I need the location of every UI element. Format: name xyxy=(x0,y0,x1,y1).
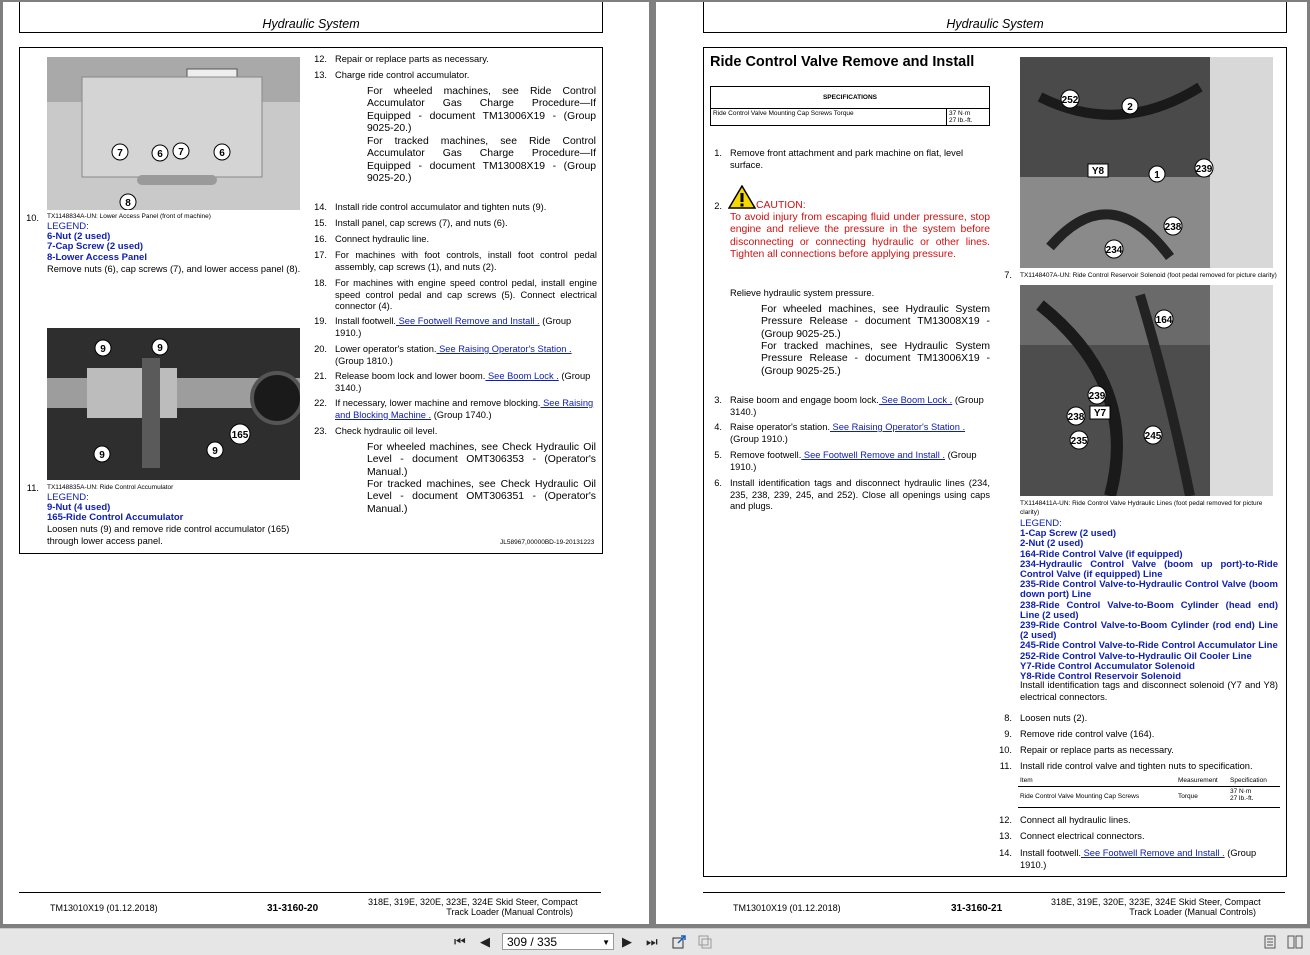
link-footwell[interactable]: See Footwell Remove and Install . xyxy=(395,316,540,326)
pdf-navigation-toolbar xyxy=(0,928,1310,955)
callout-fig3-252: 252 xyxy=(1061,95,1079,106)
torque-item: Ride Control Valve Mounting Cap Screws xyxy=(1020,793,1140,800)
callout-fig1-7a: 7 xyxy=(117,148,123,159)
step-number: 12. xyxy=(999,815,1012,825)
specifications-table xyxy=(710,86,990,126)
torque-header-item: Item xyxy=(1020,777,1033,784)
step-text: For machines with foot controls, install foot control pedal assembly, cap screws (1), and nuts (2). xyxy=(335,250,597,272)
torque-header-specification: Specification xyxy=(1230,777,1267,784)
step2-sub-wheeled: For wheeled machines, see Hydraulic System Pressure Release - document TM13008X19 - (Group 9025-25.) xyxy=(761,304,990,340)
legend-item: 252-Ride Control Valve-to-Hydraulic Oil Cooler Line xyxy=(1020,650,1252,662)
figure4-caption: TX1148411A-UN: Ride Control Valve Hydraulic Lines (foot pedal removed for picture clarity) xyxy=(1020,500,1263,516)
left-header-box xyxy=(19,2,603,33)
step-number: 23. xyxy=(314,426,327,436)
step-number: 6. xyxy=(714,478,722,488)
step-text: Loosen nuts (2). xyxy=(1020,713,1088,723)
step-number: 21. xyxy=(314,371,327,381)
step-number: 5. xyxy=(714,450,722,460)
step2-sub-tracked: For tracked machines, see Hydraulic System Pressure Release - document TM13006X19 - (Group 9025-25.) xyxy=(761,341,990,377)
left-page xyxy=(3,2,649,924)
callout-fig4-239: 239 xyxy=(1088,391,1106,402)
legend-title: LEGEND: xyxy=(1020,518,1062,529)
spec-heading: SPECIFICATIONS xyxy=(711,87,990,109)
step-text: Install footwell. See Footwell Remove and Install . (Group 1910.) xyxy=(335,316,572,338)
last-page-button[interactable]: ⏭ xyxy=(646,934,658,949)
callout-fig1-6a: 6 xyxy=(157,149,163,160)
right-page xyxy=(656,2,1307,924)
step-text: Repair or replace parts as necessary. xyxy=(335,54,489,64)
legend-item: 9-Nut (4 used) xyxy=(47,502,111,514)
torque-measurement: Torque xyxy=(1178,793,1198,800)
step-number: 1. xyxy=(714,148,722,158)
link-raising-blocking-machine[interactable]: See Raising and Blocking Machine . xyxy=(335,398,594,420)
figure-ride-control-reservoir-solenoid xyxy=(1020,57,1273,268)
spec-value: 37 N·m 27 lb.-ft. xyxy=(947,109,990,126)
step-number: 13. xyxy=(314,70,327,80)
right-header-title: Hydraulic System xyxy=(946,17,1044,31)
link-footwell[interactable]: See Footwell Remove and Install . xyxy=(1080,848,1225,858)
callout-fig3-239: 239 xyxy=(1195,164,1213,175)
step-number: 8. xyxy=(1004,713,1012,723)
step-number: 10. xyxy=(999,745,1012,755)
callout-fig1-8: 8 xyxy=(125,198,131,209)
legend-item: 1-Cap Screw (2 used) xyxy=(1020,528,1117,540)
link-raising-operator-station[interactable]: See Raising Operator's Station . xyxy=(436,344,572,354)
export-icon[interactable] xyxy=(671,934,687,950)
callout-fig2-9c: 9 xyxy=(99,450,105,461)
legend-item: 245-Ride Control Valve-to-Ride Control Accumulator Line xyxy=(1020,640,1278,652)
footer-manual-id: TM13010X19 (01.12.2018) xyxy=(733,903,841,913)
footer-rule xyxy=(703,892,1285,893)
link-footwell[interactable]: See Footwell Remove and Install . xyxy=(801,450,945,460)
section-title: Ride Control Valve Remove and Install xyxy=(710,54,975,70)
warning-triangle-icon xyxy=(728,185,756,209)
step-number: 12. xyxy=(314,54,327,64)
callout-fig4-y7: Y7 xyxy=(1093,408,1107,419)
figure2-caption: TX1148835A-UN: Ride Control Accumulator xyxy=(47,484,174,491)
legend-item: 235-Ride Control Valve-to-Hydraulic Control Valve (boom down port) Line xyxy=(1020,579,1278,601)
step-text: Install identification tags and disconnect hydraulic lines (234, 235, 238, 239, 245, and 252). Close all openings using caps and plugs. xyxy=(730,478,990,511)
callout-fig2-165: 165 xyxy=(231,430,249,441)
doc-id: JL58967,00000BD-19-20131223 xyxy=(500,539,595,546)
callout-fig2-9a: 9 xyxy=(100,344,106,355)
torque-spec: 37 N·m 27 lb.-ft. xyxy=(1230,788,1254,802)
step-text: Raise operator's station. See Raising Operator's Station . (Group 1910.) xyxy=(730,422,966,444)
legend-item: 164-Ride Control Valve (if equipped) xyxy=(1020,548,1183,560)
step-text: Lower operator's station. See Raising Operator's Station . (Group 1810.) xyxy=(335,344,572,366)
callout-fig2-9d: 9 xyxy=(212,446,218,457)
step23-sub-wheeled: For wheeled machines, see Check Hydraulic Oil Level - document OMT306353 - (Operator's Manual.) xyxy=(367,442,596,478)
step13-sub-wheeled: For wheeled machines, see Ride Control Accumulator Gas Charge Procedure—If Equipped - document TM13006X19 - (Group 9025-20.) xyxy=(367,86,596,135)
callout-fig4-238: 238 xyxy=(1067,412,1085,423)
footer-rule xyxy=(19,892,601,893)
step-text: Raise boom and engage boom lock. See Boom Lock . (Group 3140.) xyxy=(730,395,984,417)
torque-table xyxy=(1018,776,1280,808)
relieve-text: Relieve hydraulic system pressure. xyxy=(730,288,875,298)
step-number: 4. xyxy=(714,422,722,432)
step10-text: Remove nuts (6), cap screws (7), and lower access panel (8). xyxy=(47,264,301,274)
link-boom-lock[interactable]: See Boom Lock . xyxy=(485,371,559,381)
callout-fig2-9b: 9 xyxy=(157,343,163,354)
step-text: Remove front attachment and park machine on flat, level surface. xyxy=(730,148,964,170)
callout-fig4-164: 164 xyxy=(1155,315,1173,326)
footer-model: 318E, 319E, 320E, 323E, 324E Skid Steer, Compact Track Loader (Manual Controls) xyxy=(368,897,578,917)
step-number: 14. xyxy=(999,848,1012,858)
step-number: 15. xyxy=(314,218,327,228)
legend-item: 239-Ride Control Valve-to-Boom Cylinder (rod end) Line (2 used) xyxy=(1020,620,1278,642)
legend-item: Y7-Ride Control Accumulator Solenoid xyxy=(1020,660,1195,672)
callout-fig4-235: 235 xyxy=(1070,436,1088,447)
step-text: Connect electrical connectors. xyxy=(1020,831,1145,841)
figure-ride-control-valve-lines xyxy=(1020,285,1273,496)
step-text: Install panel, cap screws (7), and nuts (6). xyxy=(335,218,508,228)
link-boom-lock[interactable]: See Boom Lock . xyxy=(878,395,953,405)
step11-legend xyxy=(47,493,307,524)
two-page-view-icon[interactable] xyxy=(1287,935,1303,949)
callout-fig3-1: 1 xyxy=(1154,170,1160,181)
torque-header-measurement: Measurement xyxy=(1178,777,1218,784)
step23-sub-tracked: For tracked machines, see Check Hydraulic Oil Level - document OMT306351 - (Operator's Manual.) xyxy=(367,479,596,515)
callout-fig3-y8: Y8 xyxy=(1091,166,1105,177)
legend-item: 8-Lower Access Panel xyxy=(47,251,147,263)
callout-fig1-7b: 7 xyxy=(178,147,184,158)
figure1-caption: TX1148834A-UN: Lower Access Panel (front of machine) xyxy=(47,213,211,220)
previous-page-button[interactable]: ◀ xyxy=(480,934,490,949)
callout-fig4-245: 245 xyxy=(1144,431,1162,442)
legend-item: 234-Hydraulic Control Valve (boom up port)-to-Ride Control Valve (if equipped) Line xyxy=(1020,558,1278,581)
legend-item: 238-Ride Control Valve-to-Boom Cylinder (head end) Line (2 used) xyxy=(1020,599,1278,621)
right-header-box xyxy=(703,2,1287,33)
step10-legend xyxy=(47,222,307,263)
step-text: For machines with engine speed control pedal, install engine speed control pedal and cap screws (5). Connect electrical connector (4). xyxy=(335,278,597,311)
step-number: 3. xyxy=(714,395,722,405)
footer-manual-id: TM13010X19 (01.12.2018) xyxy=(50,903,158,913)
step-text: If necessary, lower machine and remove blocking. See Raising and Blocking Machine . (Group 1740.) xyxy=(335,398,594,420)
single-page-view-icon[interactable] xyxy=(1263,935,1277,949)
step-text: Install ride control valve and tighten nuts to specification. xyxy=(1020,761,1253,771)
step-number: 7. xyxy=(1004,270,1012,280)
step7-text: Install identification tags and disconnect solenoid (Y7 and Y8) electrical connectors. xyxy=(1020,680,1278,702)
page-number-select[interactable] xyxy=(502,933,614,950)
legend-title: LEGEND: xyxy=(47,221,89,232)
spec-label: Ride Control Valve Mounting Cap Screws Torque xyxy=(711,109,947,126)
chevron-down-icon: ▼ xyxy=(602,938,610,947)
step-number: 16. xyxy=(314,234,327,244)
callout-fig3-2: 2 xyxy=(1127,102,1133,113)
figure-lower-access-panel xyxy=(47,57,300,210)
step-number: 17. xyxy=(314,250,327,260)
step-number: 19. xyxy=(314,316,327,326)
caution-text: To avoid injury from escaping fluid under pressure, stop engine and relieve the pressure in the system before disconnecting or connecting hydraulic or other lines. Tighten all connections before applying pressure. xyxy=(730,212,990,261)
step-text: Install ride control accumulator and tighten nuts (9). xyxy=(335,202,547,212)
step-number: 9. xyxy=(1004,729,1012,739)
step-text: Install footwell. See Footwell Remove and Install . (Group 1910.) xyxy=(1020,848,1257,870)
step-number: 18. xyxy=(314,278,327,288)
step7-legend xyxy=(1020,519,1278,682)
first-page-button[interactable]: ⏮ xyxy=(454,934,466,949)
step-number: 22. xyxy=(314,398,327,408)
step-number: 14. xyxy=(314,202,327,212)
step-text: Check hydraulic oil level. xyxy=(335,426,438,436)
legend-item: 7-Cap Screw (2 used) xyxy=(47,241,144,253)
step11-number: 11. xyxy=(26,483,39,493)
step-text: Charge ride control accumulator. xyxy=(335,70,470,80)
link-raising-operator-station[interactable]: See Raising Operator's Station . xyxy=(829,422,966,432)
step-number: 20. xyxy=(314,344,327,354)
callout-fig3-234: 234 xyxy=(1105,245,1123,256)
legend-item: 6-Nut (2 used) xyxy=(47,231,111,243)
left-header-title: Hydraulic System xyxy=(262,17,360,31)
step13-sub-tracked: For tracked machines, see Ride Control Accumulator Gas Charge Procedure—If Equipped - document TM13008X19 - (Group 9025-20.) xyxy=(367,136,596,185)
legend-item: Y8-Ride Control Reservoir Solenoid xyxy=(1020,671,1181,683)
figure3-caption: TX1148407A-UN: Ride Control Reservoir Solenoid (foot pedal removed for picture clarity) xyxy=(1020,272,1277,279)
step-number: 13. xyxy=(999,831,1012,841)
legend-item: 2-Nut (2 used) xyxy=(1020,538,1084,550)
step-text: Remove ride control valve (164). xyxy=(1020,729,1155,739)
step-text: Remove footwell. See Footwell Remove and Install . (Group 1910.) xyxy=(730,450,977,472)
step-text: Release boom lock and lower boom. See Boom Lock . (Group 3140.) xyxy=(335,371,591,393)
footer-page-number: 31-3160-21 xyxy=(951,903,1003,914)
step-text: Connect hydraulic line. xyxy=(335,234,430,244)
footer-page-number: 31-3160-20 xyxy=(267,903,319,914)
legend-title: LEGEND: xyxy=(47,492,89,503)
step-number: 11. xyxy=(999,761,1012,771)
caution-title: CAUTION: xyxy=(756,200,806,211)
step-number: 2. xyxy=(714,201,722,211)
step11-text: Loosen nuts (9) and remove ride control accumulator (165) through lower access panel. xyxy=(47,524,290,546)
step10-number: 10. xyxy=(26,213,39,223)
footer-model: 318E, 319E, 320E, 323E, 324E Skid Steer, Compact Track Loader (Manual Controls) xyxy=(1051,897,1261,917)
figure-ride-control-accumulator xyxy=(47,328,300,480)
step-text: Repair or replace parts as necessary. xyxy=(1020,745,1174,755)
copy-icon[interactable] xyxy=(697,934,713,950)
page-indicator: 309 / 335 xyxy=(507,935,558,949)
callout-fig1-6b: 6 xyxy=(219,148,225,159)
callout-fig3-238: 238 xyxy=(1164,222,1182,233)
step-text: Connect all hydraulic lines. xyxy=(1020,815,1131,825)
next-page-button[interactable]: ▶ xyxy=(622,934,632,949)
legend-item: 165-Ride Control Accumulator xyxy=(47,512,184,524)
